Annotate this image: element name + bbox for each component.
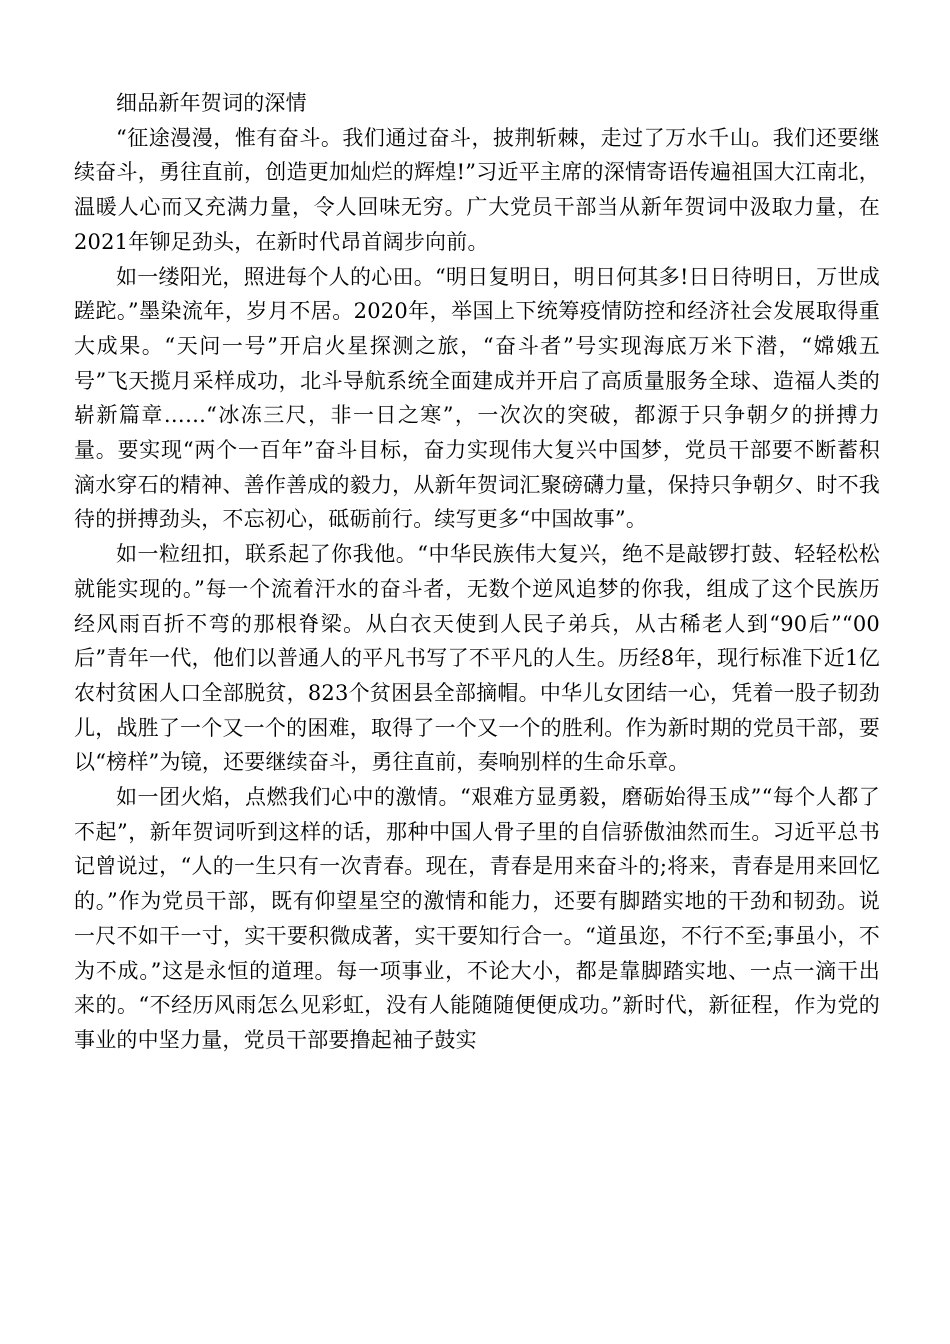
paragraph-4: 如一团火焰，点燃我们心中的激情。“艰难方显勇毅，磨砺始得玉成”“每个人都了不起”，新年贺词听到这样的话，那种中国人骨子里的自信骄傲油然而生。习近平总书记曾说过，“人的一生只有一次青春。现在，青春是用来奋斗的;将来，青春是用来回忆的。”作为党员干部，既有仰望星空的激情和能力，还要有脚踏实地的干劲和韧劲。说一尺不如干一寸，实干要积微成著，实干要知行合一。“道虽迩，不行不至;事虽小，不为不成。”这是永恒的道理。每一项事业，不论大小，都是靠脚踏实地、一点一滴干出来的。“不经历风雨怎么见彩虹，没有人能随随便便成功。”新时代，新征程，作为党的事业的中坚力量，党员干部要撸起袖子鼓实: [74, 785, 880, 1052]
document-title: 细品新年贺词的深情: [116, 91, 307, 115]
paragraph-1: “征途漫漫，惟有奋斗。我们通过奋斗，披荆斩棘，走过了万水千山。我们还要继续奋斗，勇往直前，创造更加灿烂的辉煌!”习近平主席的深情寄语传遍祖国大江南北，温暖人心而又充满力量，令人回味无穷。广大党员干部当从新年贺词中汲取力量，在2021年铆足劲头，在新时代昂首阔步向前。: [74, 125, 880, 254]
document-page: [74, 86, 880, 1058]
paragraph-3: 如一粒纽扣，联系起了你我他。“中华民族伟大复兴，绝不是敲锣打鼓、轻轻松松就能实现的。”每一个流着汗水的奋斗者，无数个逆风追梦的你我，组成了这个民族历经风雨百折不弯的那根脊梁。从白衣天使到人民子弟兵，从古稀老人到“90后”“00后”青年一代，他们以普通人的平凡书写了不平凡的人生。历经8年，现行标准下近1亿农村贫困人口全部脱贫，823个贫困县全部摘帽。中华儿女团结一心，凭着一股子韧劲儿，战胜了一个又一个的困难，取得了一个又一个的胜利。作为新时期的党员干部，要以“榜样”为镜，还要继续奋斗，勇往直前，奏响别样的生命乐章。: [74, 542, 880, 775]
paragraph-2: 如一缕阳光，照进每个人的心田。“明日复明日，明日何其多!日日待明日，万世成蹉跎。”墨染流年，岁月不居。2020年，举国上下统筹疫情防控和经济社会发展取得重大成果。“天问一号”开启火星探测之旅，“奋斗者”号实现海底万米下潜，“嫦娥五号”飞天揽月采样成功，北斗导航系统全面建成并开启了高质量服务全球、造福人类的崭新篇章……“冰冻三尺，非一日之寒”，一次次的突破，都源于只争朝夕的拼搏力量。要实现“两个一百年”奋斗目标，奋力实现伟大复兴中国梦，党员干部要不断蓄积滴水穿石的精神、善作善成的毅力，从新年贺词汇聚磅礴力量，保持只争朝夕、时不我待的拼搏劲头，不忘初心，砥砺前行。续写更多“中国故事”。: [74, 264, 880, 532]
